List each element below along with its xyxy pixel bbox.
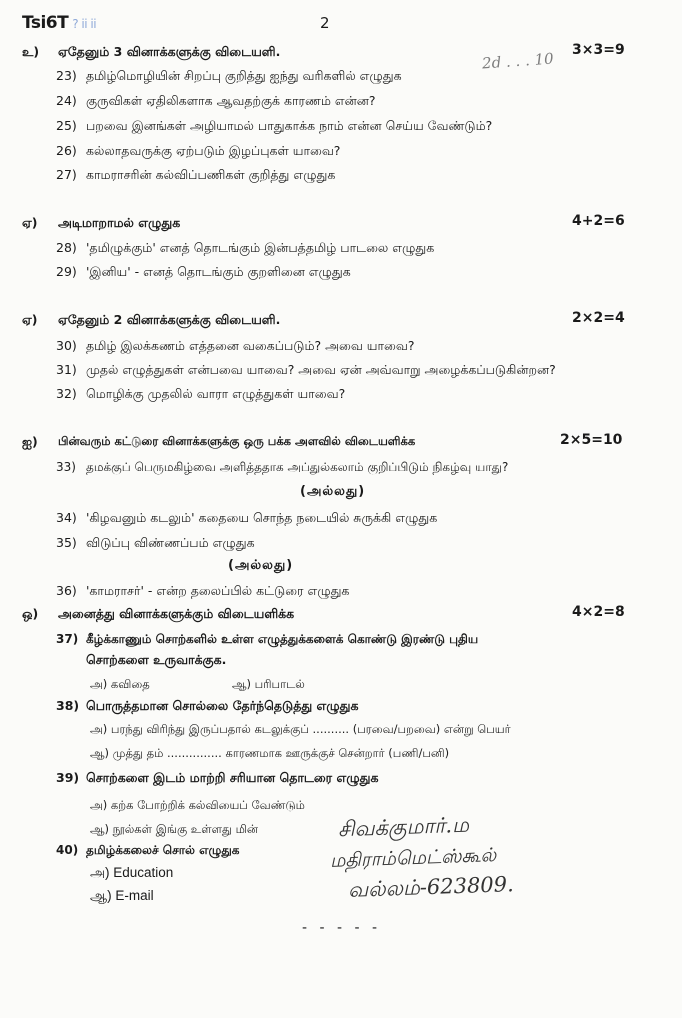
paper-code-text: Tsi6T xyxy=(22,13,69,33)
question-37-line2: சொற்களை உருவாக்குக. xyxy=(86,652,227,667)
section-uu-letter: ஏ) xyxy=(22,215,38,230)
top-scribble: 2d . . . 10 xyxy=(481,49,555,73)
question-40-option-a: அ) Education xyxy=(90,865,174,880)
handwritten-name: சிவக்குமார்.ம xyxy=(337,812,470,842)
question-24: 24) குருவிகள் ஏதிலிகளாக ஆவதற்குக் காரணம் என்ன? xyxy=(56,93,376,108)
section-e-title: ஏதேனும் 2 வினாக்களுக்கு விடையளி. xyxy=(58,312,281,327)
section-e-letter: ஏ) xyxy=(22,312,38,327)
question-39-option-a: அ) கற்க போற்றிக் கல்வியைப் வேண்டும் xyxy=(90,798,305,812)
section-uu-marks: 4+2=6 xyxy=(572,213,625,229)
section-u-title: ஏதேனும் 3 வினாக்களுக்கு விடையளி. xyxy=(58,44,281,59)
question-38-option-b: ஆ) முத்து தம் ............... காரணமாக ஊருக்குச் சென்றார் (பணி/பனி) xyxy=(90,746,450,760)
question-35: 35) விடுப்பு விண்ணப்பம் எழுதுக xyxy=(56,535,255,550)
faint-mark: ? ii ii xyxy=(72,17,97,31)
section-ai-letter: ஐ) xyxy=(22,434,38,449)
section-ai-marks: 2×5=10 xyxy=(560,432,623,448)
handwritten-school: மதிராம்மெட்ஸ்கூல் xyxy=(329,844,497,872)
question-31: 31) முதல் எழுத்துகள் என்பவை யாவை? அவை ஏன் அவ்வாறு அழைக்கப்படுகின்றன? xyxy=(56,362,556,377)
question-34: 34) 'கிழவனும் கடலும்' கதையை சொந்த நடையில் சுருக்கி எழுதுக xyxy=(56,510,438,525)
or-separator-1: (அல்லது) xyxy=(300,484,366,499)
question-40: 40) தமிழ்க்கலைச் சொல் எழுதுக xyxy=(56,843,240,857)
question-26: 26) கல்லாதவருக்கு ஏற்படும் இழப்புகள் யாவை? xyxy=(56,143,341,158)
page-number: 2 xyxy=(320,14,330,32)
section-o-title: அனைத்து வினாக்களுக்கும் விடையளிக்க xyxy=(58,606,295,621)
question-33: 33) தமக்குப் பெருமகிழ்வை அளித்ததாக அப்துல்கலாம் குறிப்பிடும் நிகழ்வு யாது? xyxy=(56,460,509,474)
question-39-option-b: ஆ) நூல்கள் இங்கு உள்ளது மின் xyxy=(90,822,259,836)
section-u-letter: உ) xyxy=(22,44,40,59)
question-27: 27) காமராசரின் கல்விப்பணிகள் குறித்து எழுதுக xyxy=(56,167,336,182)
question-38-option-a: அ) பரந்து விரிந்து இருப்பதால் கடலுக்குப் .......... (பரவை/பறவை) என்று பெயர் xyxy=(90,722,511,736)
question-30: 30) தமிழ் இலக்கணம் எத்தனை வகைப்படும்? அவை யாவை? xyxy=(56,338,415,353)
section-o-letter: ஒ) xyxy=(22,606,39,621)
section-e-marks: 2×2=4 xyxy=(572,310,625,326)
end-marker: - - - - - xyxy=(302,920,382,936)
or-separator-2: (அல்லது) xyxy=(228,558,294,573)
question-29: 29) 'இனிய' - எனத் தொடங்கும் குறளினை எழுதுக xyxy=(56,264,351,279)
question-36: 36) 'காமராசர்' - என்ற தலைப்பில் கட்டுரை எழுதுக xyxy=(56,583,350,598)
section-ai-title: பின்வரும் கட்டுரை வினாக்களுக்கு ஒரு பக்க அளவில் விடையளிக்க xyxy=(58,434,416,448)
question-39: 39) சொற்களை இடம் மாற்றி சரியான தொடரை எழுதுக xyxy=(56,770,379,785)
handwritten-place: வல்லம்-623809. xyxy=(347,872,515,902)
question-40-option-b: ஆ) E-mail xyxy=(90,888,154,903)
question-23: 23) தமிழ்மொழியின் சிறப்பு குறித்து ஐந்து வரிகளில் எழுதுக xyxy=(56,68,402,83)
section-o-marks: 4×2=8 xyxy=(572,604,625,620)
section-u-marks: 3×3=9 xyxy=(572,42,625,58)
question-25: 25) பறவை இனங்கள் அழியாமல் பாதுகாக்க நாம் என்ன செய்ய வேண்டும்? xyxy=(56,118,493,133)
question-37-option-a: அ) கவிதை xyxy=(90,677,150,691)
paper-code xyxy=(22,13,96,33)
question-28: 28) 'தமிழுக்கும்' எனத் தொடங்கும் இன்பத்தமிழ் பாடலை எழுதுக xyxy=(56,240,435,255)
question-38: 38) பொருத்தமான சொல்லை தேர்ந்தெடுத்து எழுதுக xyxy=(56,698,359,713)
section-uu-title: அடிமாறாமல் எழுதுக xyxy=(58,215,181,230)
question-32: 32) மொழிக்கு முதலில் வாரா எழுத்துகள் யாவை? xyxy=(56,386,346,401)
question-37: 37) கீழ்க்காணும் சொற்களில் உள்ள எழுத்துக்களைக் கொண்டு இரண்டு புதிய xyxy=(56,632,479,646)
question-37-option-b: ஆ) பரிபாடல் xyxy=(232,677,305,691)
